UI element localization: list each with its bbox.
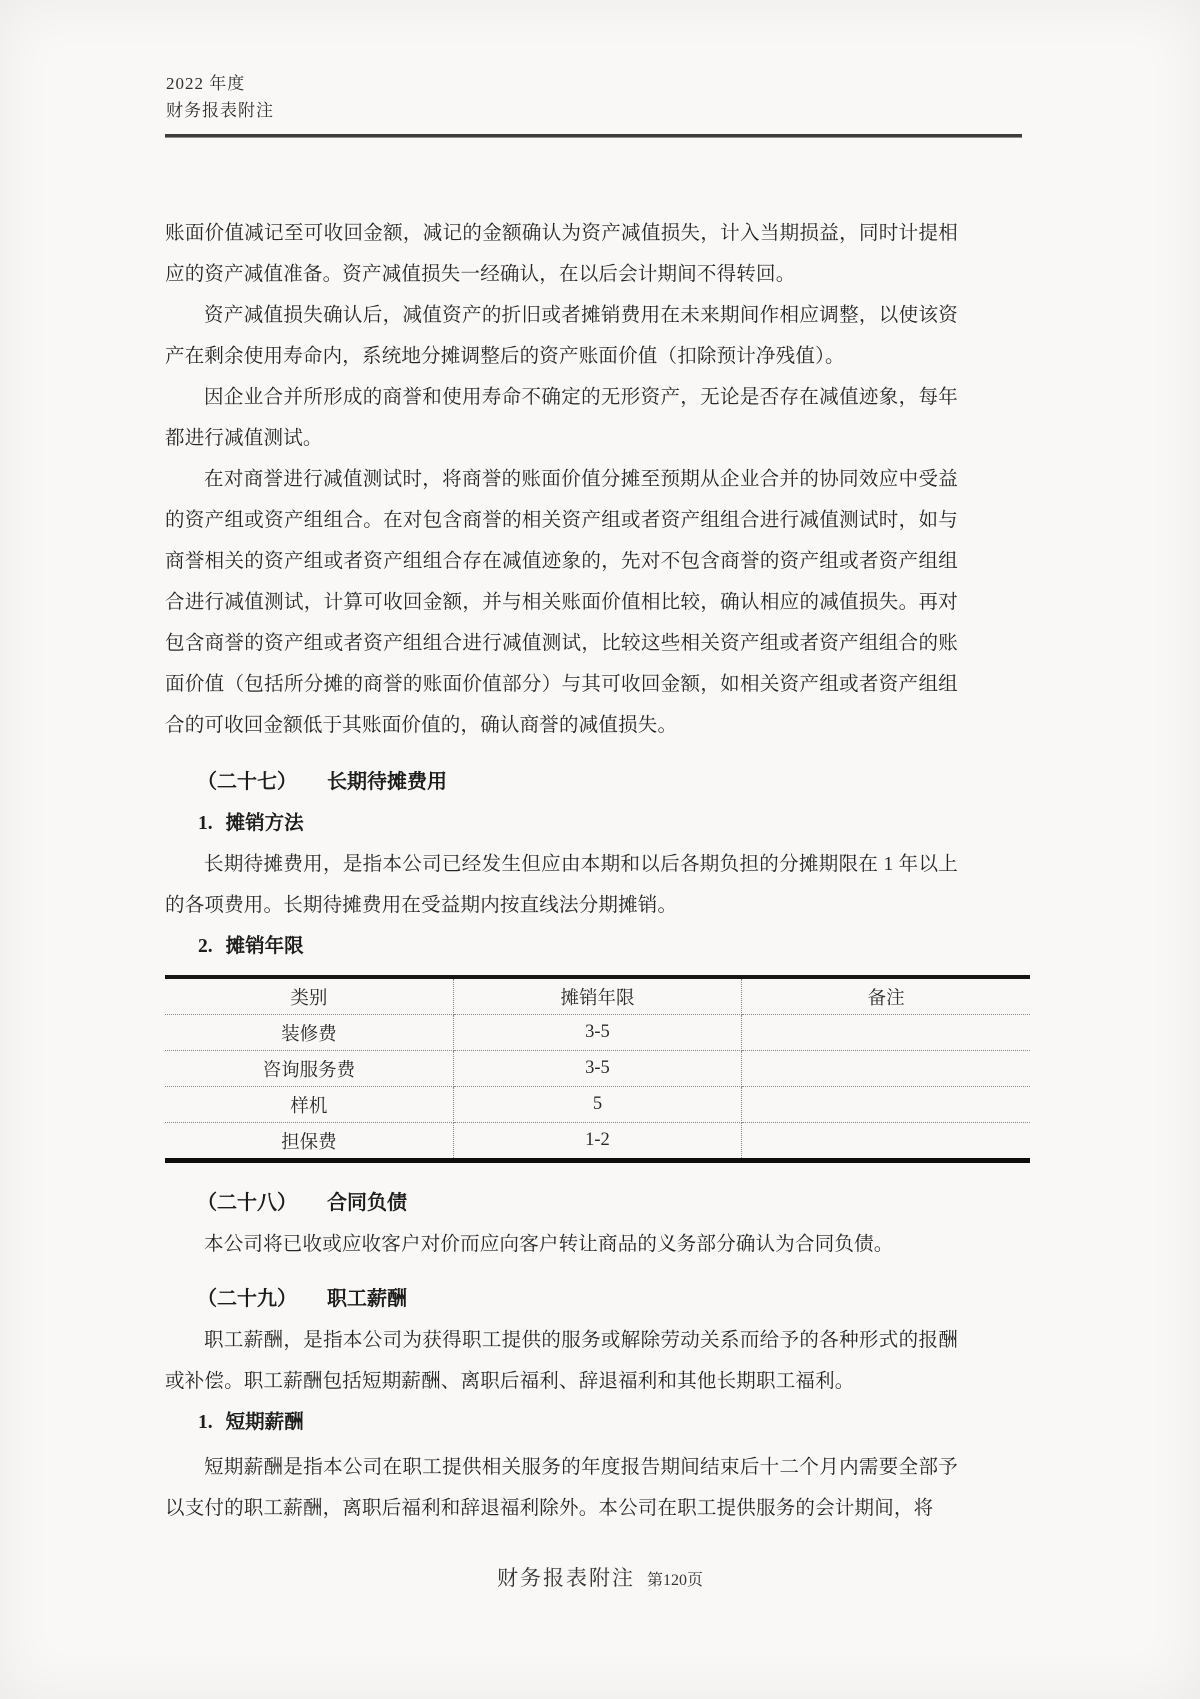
table-row [165,1087,1030,1123]
amortization-table [165,975,1030,1163]
section-heading-27 [165,762,1030,803]
subsection-number: 1. [198,813,213,834]
section-title: 职工薪酬 [327,1288,407,1310]
paragraph-impairment-1: 账面价值减记至可收回金额，减记的金额确认为资产减值损失，计入当期损益，同时计提相应的资产减值准备。资产减值损失一经确认，在以后会计期间不得转回。 [165,223,958,285]
paragraph-impairment-3: 因企业合并所形成的商誉和使用寿命不确定的无形资产，无论是否存在减值迹象，每年都进行减值测试。 [165,387,958,449]
cell-note [742,1087,1030,1123]
subsection-number: 1. [198,1412,213,1433]
table-row [165,1015,1030,1051]
section-title: 合同负债 [327,1192,407,1214]
cell-note [742,1051,1030,1087]
table-header-row [165,977,1030,1015]
cell-category: 担保费 [165,1123,453,1161]
cell-category: 样机 [165,1087,453,1123]
subsection-heading-29-1 [165,1402,1030,1443]
paragraph-employee-comp: 职工薪酬，是指本公司为获得职工提供的服务或解除劳动关系而给予的各种形式的报酬或补偿。职工薪酬包括短期薪酬、离职后福利、辞退福利和其他长期职工福利。 [165,1330,958,1392]
header-doc-title: 财务报表附注 [166,101,274,120]
column-header-note: 备注 [742,977,1030,1015]
footer-page-number: 第120页 [646,1572,703,1589]
section-number: （二十八） [197,1192,297,1214]
cell-years: 1-2 [453,1123,742,1161]
cell-years: 3-5 [453,1015,742,1051]
header-rule [165,134,1022,138]
cell-note [742,1123,1030,1161]
section-title: 长期待摊费用 [327,771,447,793]
subsection-title: 短期薪酬 [225,1412,304,1433]
cell-category: 咨询服务费 [165,1051,453,1087]
section-number: （二十九） [197,1288,297,1310]
section-heading-28 [165,1183,1030,1224]
subsection-number: 2. [198,936,213,957]
subsection-title: 摊销年限 [225,936,304,957]
paragraph-longterm-amortization: 长期待摊费用，是指本公司已经发生但应由本期和以后各期负担的分摊期限在 1 年以上的各项费用。长期待摊费用在受益期内按直线法分期摊销。 [165,854,958,916]
header-year: 2022 年度 [166,74,246,93]
document-body [165,213,1030,1529]
subsection-heading-27-2 [165,926,1030,967]
subsection-title: 摊销方法 [225,813,304,834]
section-heading-29 [165,1279,1030,1320]
footer-title: 财务报表附注 [496,1566,635,1590]
paragraph-short-term-comp: 短期薪酬是指本公司在职工提供相关服务的年度报告期间结束后十二个月内需要全部予以支付的职工薪酬，离职后福利和辞退福利除外。本公司在职工提供服务的会计期间，将 [165,1457,958,1519]
page-header [166,70,274,124]
paragraph-contract-liability: 本公司将已收或应收客户对价而应向客户转让商品的义务部分确认为合同负债。 [204,1234,894,1255]
cell-years: 3-5 [453,1051,742,1087]
paragraph-impairment-4: 在对商誉进行减值测试时，将商誉的账面价值分摊至预期从企业合并的协同效应中受益的资产组或资产组组合。在对包含商誉的相关资产组或者资产组组合进行减值测试时，如与商誉相关的资产组或者资产组组合存在减值迹象的，先对不包含商誉的资产组或者资产组组合进行减值测试，计算可收回金额，并与相关账面价值相比较，确认相应的减值损失。再对包含商誉的资产组或者资产组组合进行减值测试，比较这些相关资产组或者资产组组合的账面价值（包括所分摊的商誉的账面价值部分）与其可收回金额，如相关资产组或者资产组组合的可收回金额低于其账面价值的，确认商誉的减值损失。 [165,469,958,736]
column-header-years: 摊销年限 [453,977,742,1015]
column-header-category: 类别 [165,977,453,1015]
cell-note [742,1015,1030,1051]
page-footer [0,1562,1200,1592]
cell-category: 装修费 [165,1015,453,1051]
table-row [165,1123,1030,1161]
section-number: （二十七） [197,771,297,793]
paragraph-impairment-2: 资产减值损失确认后，减值资产的折旧或者摊销费用在未来期间作相应调整，以使该资产在剩余使用寿命内，系统地分摊调整后的资产账面价值（扣除预计净残值）。 [165,305,958,367]
cell-years: 5 [453,1087,742,1123]
subsection-heading-27-1 [165,803,1030,844]
table-row [165,1051,1030,1087]
